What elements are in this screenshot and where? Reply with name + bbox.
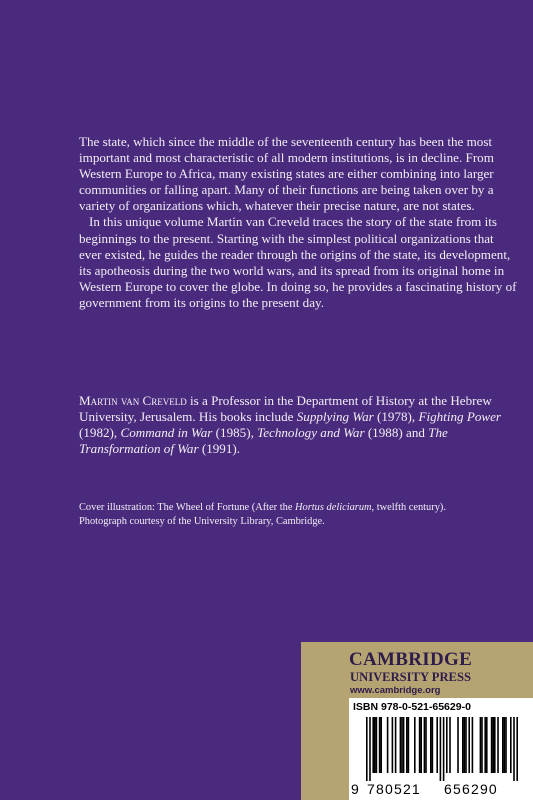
barcode-bar xyxy=(484,717,486,773)
barcode-bar xyxy=(464,717,466,773)
barcode-bar xyxy=(468,717,470,773)
author-bio xyxy=(79,393,519,457)
book-year: (1982), xyxy=(79,425,121,441)
barcode-bars xyxy=(356,717,528,781)
barcode-bar xyxy=(406,717,408,773)
barcode-bar xyxy=(465,717,467,773)
barcode-bar xyxy=(502,717,504,773)
barcode-bar xyxy=(481,717,483,773)
author-name: Martin van Creveld xyxy=(79,393,187,408)
book-title: The Transformation of War xyxy=(79,425,448,457)
barcode-bar xyxy=(494,717,496,773)
barcode-digit-first: 9 xyxy=(351,781,360,797)
barcode-bar xyxy=(374,717,376,773)
publisher-panel xyxy=(301,642,533,800)
barcode-bar xyxy=(505,717,507,773)
book-title: Command in War xyxy=(120,425,213,441)
book-title: Fighting Power xyxy=(418,409,502,425)
book-title: Technology and War xyxy=(257,425,365,441)
cover-credit xyxy=(79,501,479,528)
publisher-website: www.cambridge.org xyxy=(350,685,441,696)
credit-text: Cover illustration: The Wheel of Fortune (After the xyxy=(79,502,296,513)
publisher-logo-name: CAMBRIDGE xyxy=(349,649,473,670)
book-title: Supplying War xyxy=(296,409,374,425)
barcode-bar xyxy=(403,717,405,773)
barcode-bar xyxy=(414,717,416,773)
barcode-bar xyxy=(372,717,374,773)
barcode-bar xyxy=(497,717,499,773)
barcode-bar xyxy=(425,717,427,773)
barcode-bar xyxy=(408,717,410,773)
barcode-bar xyxy=(401,717,403,773)
barcode-bar xyxy=(443,717,445,781)
barcode-bar xyxy=(513,717,515,781)
isbn-label: ISBN 978-0-521-65629-0 xyxy=(353,701,471,713)
credit-text: , twelfth century). Photograph courtesy of the University Library, Cambridge. xyxy=(79,502,446,527)
barcode-digits-left: 780521 xyxy=(367,781,421,797)
barcode-bar xyxy=(446,717,448,773)
barcode-bar xyxy=(392,717,394,773)
barcode-bar xyxy=(472,717,474,773)
barcode-bar xyxy=(510,717,512,773)
barcode-bar xyxy=(457,717,459,773)
barcode-bar xyxy=(436,717,438,773)
barcode-bar xyxy=(376,717,378,773)
barcode-bar xyxy=(380,717,382,773)
barcode-bar xyxy=(420,717,422,773)
barcode-bar xyxy=(379,717,381,773)
blurb-text xyxy=(79,134,519,311)
barcode-bar xyxy=(432,717,434,773)
barcode-bar xyxy=(462,717,464,773)
barcode-bar xyxy=(504,717,506,773)
blurb-paragraph-2: In this unique volume Martin van Creveld traces the story of the state from its beginnings to the present. Starting with the simplest political organizations that ever existed, he guides the reader through the origins of the state, its development, its apotheosis during the two world wars, and its spread from its original home in Western Europe to cover the globe. In doing so, he provides a fascinating history of government from its origins to the present day. xyxy=(79,214,517,310)
book-year: (1988) and xyxy=(364,425,429,441)
barcode-bar xyxy=(366,717,368,781)
barcode-bar xyxy=(430,717,432,773)
barcode-bar xyxy=(440,717,442,781)
book-year: (1985), xyxy=(212,425,258,441)
barcode-bar xyxy=(491,717,493,773)
barcode-bar xyxy=(480,717,482,773)
barcode-bar xyxy=(516,717,518,781)
barcode-bar xyxy=(449,717,451,773)
book-year: (1978), xyxy=(373,409,419,425)
barcode-bar xyxy=(492,717,494,773)
barcode-bar xyxy=(369,717,371,781)
barcode-bar xyxy=(424,717,426,773)
barcode-bar xyxy=(419,717,421,773)
barcode-bar xyxy=(387,717,389,773)
barcode xyxy=(349,698,533,800)
credit-work: Hortus deliciarum xyxy=(295,502,372,513)
bio-text: is a Professor in the Department of History at the Hebrew University, Jerusalem. His books include xyxy=(79,393,492,425)
barcode-bar xyxy=(486,717,488,773)
barcode-digits-right: 656290 xyxy=(444,781,498,797)
barcode-bar xyxy=(400,717,402,773)
blurb-paragraph-1: The state, which since the middle of the seventeenth century has been the most important and most characteristic of all modern institutions, is in decline. From Western Europe to Africa, many existing states are either combining into larger communities or falling apart. Many of their functions are being taken over by a variety of organizations which, whatever their precise nature, are not states. xyxy=(79,134,494,214)
publisher-subtitle: UNIVERSITY PRESS xyxy=(350,670,471,684)
barcode-bar xyxy=(395,717,397,773)
book-year: (1991). xyxy=(198,441,241,457)
